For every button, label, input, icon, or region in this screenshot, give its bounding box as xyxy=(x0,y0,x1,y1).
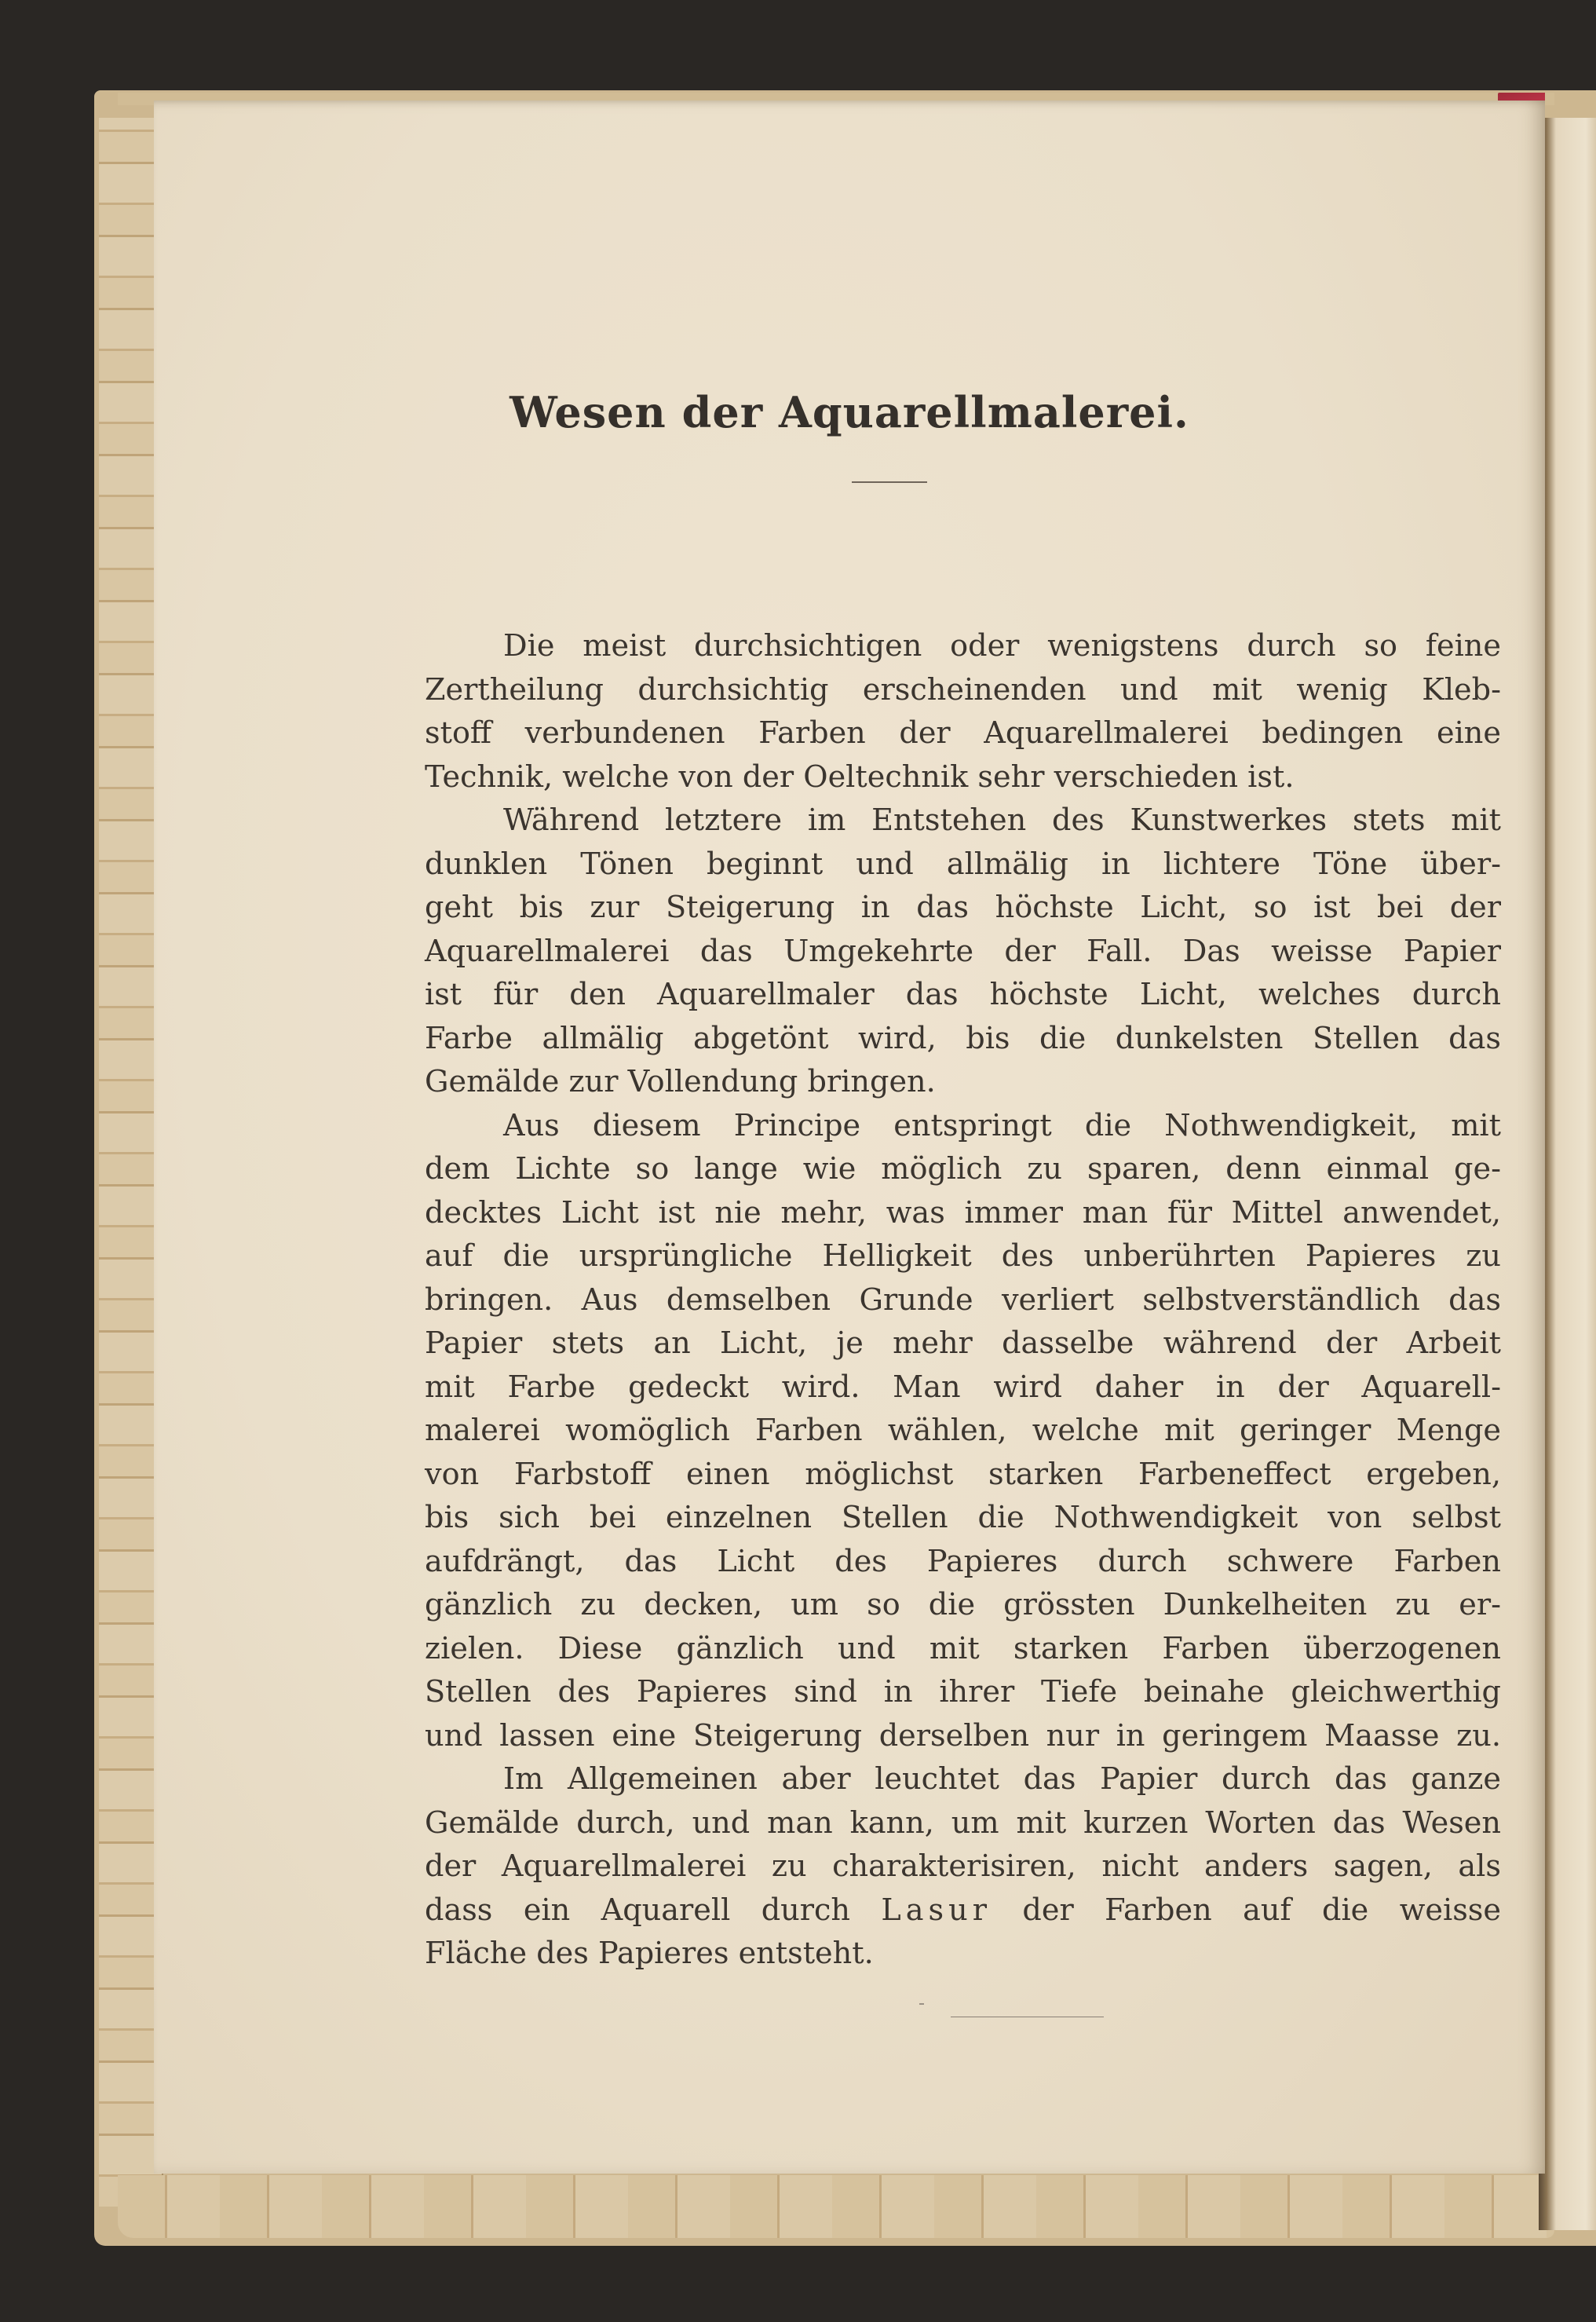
text-line: ist für den Aquarellmaler das höchste Licht, welches durch xyxy=(425,978,1501,1012)
text-line: geht bis zur Steigerung in das höchste Licht, so ist bei der xyxy=(425,890,1501,925)
line-segment: der Farben auf die weisse xyxy=(992,1892,1501,1928)
text-line: Technik, welche von der Oeltechnik sehr verschieden ist. xyxy=(425,759,1295,795)
text-line: Aus diesem Principe entspringt die Nothwendigkeit, mit xyxy=(503,1108,1501,1143)
text-line: aufdrängt, das Licht des Papieres durch schwere Farben xyxy=(425,1544,1501,1579)
spaced-word: Lasur xyxy=(881,1892,992,1928)
text-line: auf die ursprüngliche Helligkeit des unberührten Papieres zu xyxy=(425,1239,1501,1274)
text-line: Zertheilung durchsichtig erscheinenden und mit wenig Kleb- xyxy=(425,672,1501,708)
text-line: Fläche des Papieres entsteht. xyxy=(425,1936,874,1971)
stray-mark xyxy=(919,2003,924,2005)
text-line: Gemälde durch, und man kann, um mit kurzen Worten das Wesen xyxy=(425,1805,1501,1841)
text-line: dem Lichte so lange wie möglich zu sparen, denn einmal ge- xyxy=(425,1152,1501,1187)
body-text xyxy=(425,625,1501,1976)
line-segment: dass ein Aquarell durch xyxy=(425,1892,882,1928)
next-page-edge xyxy=(1539,118,1596,2230)
text-line: gänzlich zu decken, um so die grössten Dunkelheiten zu er- xyxy=(425,1588,1501,1622)
text-line: von Farbstoff einen möglichst starken Farbeneffect ergeben, xyxy=(425,1457,1501,1492)
page-title: Wesen der Aquarellmalerei. xyxy=(509,387,1189,437)
text-line: Gemälde zur Vollendung bringen. xyxy=(425,1065,936,1099)
title-divider xyxy=(852,481,927,483)
text-line: Während letztere im Entstehen des Kunstwerkes stets mit xyxy=(503,803,1501,838)
text-line xyxy=(425,1889,1501,1933)
text-line: Farbe allmälig abgetönt wird, bis die dunkelsten Stellen das xyxy=(425,1021,1501,1056)
text-line: Aquarellmalerei das Umgekehrte der Fall. Das weisse Papier xyxy=(425,934,1501,969)
text-line: zielen. Diese gänzlich und mit starken Farben überzogenen xyxy=(425,1631,1501,1666)
book-page xyxy=(154,101,1545,2174)
text-line: decktes Licht ist nie mehr, was immer man für Mittel anwendet, xyxy=(425,1195,1501,1230)
text-line: mit Farbe gedeckt wird. Man wird daher in der Aquarell- xyxy=(425,1369,1501,1405)
text-line: Papier stets an Licht, je mehr dasselbe während der Arbeit xyxy=(425,1326,1501,1361)
text-line: und lassen eine Steigerung derselben nur in geringem Maasse zu. xyxy=(425,1718,1501,1753)
cover-bottom-edge xyxy=(118,2175,1554,2238)
text-line: dunklen Tönen beginnt und allmälig in lichtere Töne über- xyxy=(425,847,1501,882)
text-line: stoff verbundenen Farben der Aquarellmalerei bedingen eine xyxy=(425,716,1501,751)
text-line: bis sich bei einzelnen Stellen die Nothwendigkeit von selbst xyxy=(425,1501,1501,1535)
text-line: malerei womöglich Farben wählen, welche mit geringer Menge xyxy=(425,1413,1501,1448)
text-line: bringen. Aus demselben Grunde verliert selbstverständlich das xyxy=(425,1282,1501,1318)
text-line: der Aquarellmalerei zu charakterisiren, nicht anders sagen, als xyxy=(425,1849,1501,1884)
text-line: Stellen des Papieres sind in ihrer Tiefe beinahe gleichwerthig xyxy=(425,1675,1501,1710)
text-line: Die meist durchsichtigen oder wenigstens durch so feine xyxy=(503,629,1501,664)
text-line: Im Allgemeinen aber leuchtet das Papier durch das ganze xyxy=(503,1762,1501,1797)
